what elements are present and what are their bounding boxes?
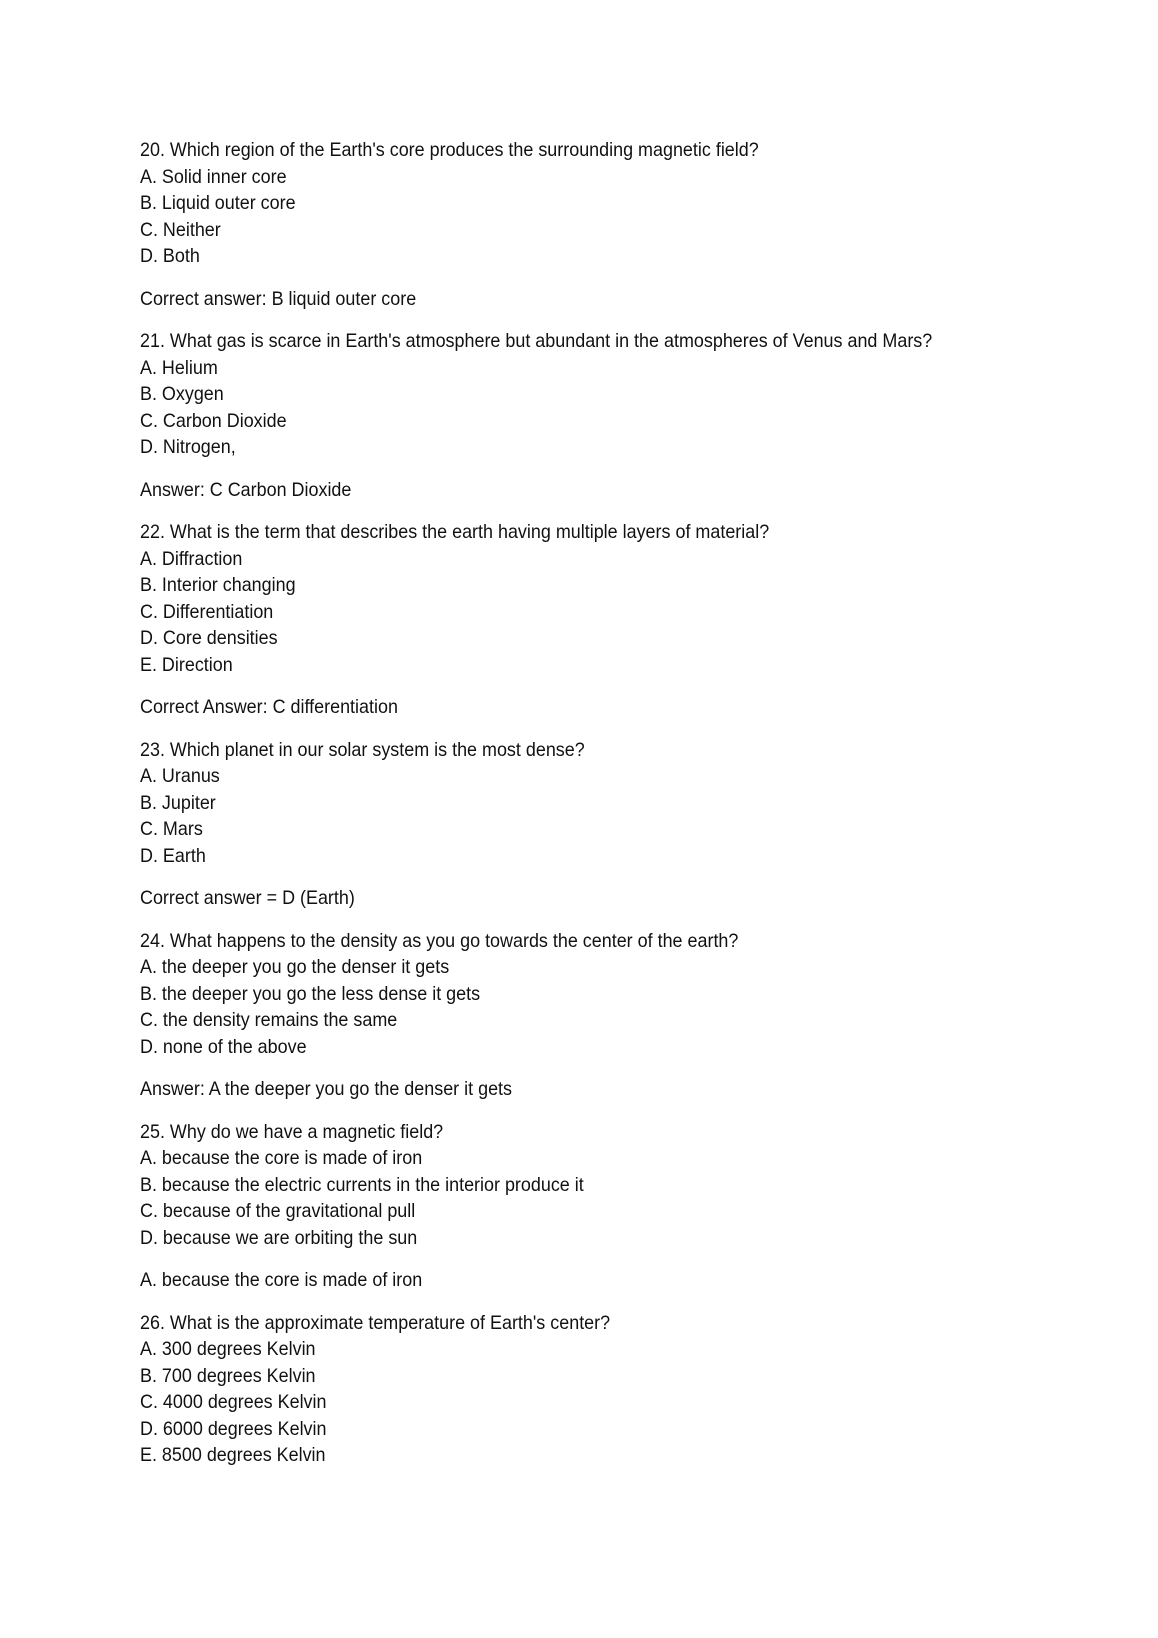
answer-option: D. Nitrogen, <box>140 436 236 458</box>
answer-option: E. 8500 degrees Kelvin <box>140 1444 326 1466</box>
question-prompt: 26. What is the approximate temperature of Earth's center? <box>140 1311 611 1334</box>
question-block <box>140 137 1100 270</box>
answer-option: A. because the core is made of iron <box>140 1147 423 1169</box>
question-prompt: 24. What happens to the density as you go towards the center of the earth? <box>140 929 739 952</box>
question-prompt: 21. What gas is scarce in Earth's atmosphere but abundant in the atmospheres of Venus and Mars? <box>140 330 933 352</box>
answer-option: C. the density remains the same <box>140 1009 398 1031</box>
question-prompt: 23. Which planet in our solar system is the most dense? <box>140 738 585 761</box>
answer-option: C. 4000 degrees Kelvin <box>140 1391 327 1413</box>
correct-answer: Answer: A the deeper you go the denser it gets <box>140 1078 513 1100</box>
answer-option: D. 6000 degrees Kelvin <box>140 1417 327 1440</box>
question-block <box>140 737 1100 870</box>
answer-option: E. Direction <box>140 653 233 676</box>
answer-option: A. Helium <box>140 356 218 379</box>
answer-option: A. the deeper you go the denser it gets <box>140 956 450 978</box>
question-prompt: 20. Which region of the Earth's core produces the surrounding magnetic field? <box>140 139 759 161</box>
answer-option: B. Liquid outer core <box>140 192 296 214</box>
answer-option: B. because the electric currents in the interior produce it <box>140 1173 584 1196</box>
question-block <box>140 519 1100 678</box>
document-page <box>140 137 1100 1485</box>
question-prompt: 22. What is the term that describes the earth having multiple layers of material? <box>140 521 770 543</box>
correct-answer: Answer: C Carbon Dioxide <box>140 478 352 501</box>
answer-option: B. Jupiter <box>140 791 216 814</box>
answer-option: D. because we are orbiting the sun <box>140 1226 418 1249</box>
answer-option: A. Uranus <box>140 765 220 787</box>
correct-answer: Correct answer = D (Earth) <box>140 887 355 909</box>
answer-option: A. Solid inner core <box>140 165 287 188</box>
answer-option: B. Interior changing <box>140 574 296 596</box>
correct-answer: Correct Answer: C differentiation <box>140 696 398 718</box>
answer-option: A. Diffraction <box>140 547 243 570</box>
answer-option: D. Earth <box>140 844 206 867</box>
answer-option: B. 700 degrees Kelvin <box>140 1364 316 1387</box>
answer-option: D. Both <box>140 245 200 267</box>
question-block <box>140 928 1100 1061</box>
answer-option: C. Carbon Dioxide <box>140 409 287 432</box>
answer-option: B. the deeper you go the less dense it gets <box>140 982 481 1005</box>
correct-answer: A. because the core is made of iron <box>140 1269 423 1291</box>
answer-option: A. 300 degrees Kelvin <box>140 1338 316 1360</box>
answer-option: B. Oxygen <box>140 383 224 405</box>
answer-option: C. Mars <box>140 818 203 840</box>
question-prompt: 25. Why do we have a magnetic field? <box>140 1120 444 1143</box>
question-block <box>140 328 1100 461</box>
question-block <box>140 1119 1100 1252</box>
answer-option: C. Neither <box>140 218 221 241</box>
correct-answer: Correct answer: B liquid outer core <box>140 287 417 310</box>
answer-option: C. Differentiation <box>140 600 274 623</box>
answer-option: C. because of the gravitational pull <box>140 1200 416 1222</box>
answer-option: D. none of the above <box>140 1035 307 1058</box>
question-block <box>140 1310 1100 1469</box>
answer-option: D. Core densities <box>140 627 278 649</box>
